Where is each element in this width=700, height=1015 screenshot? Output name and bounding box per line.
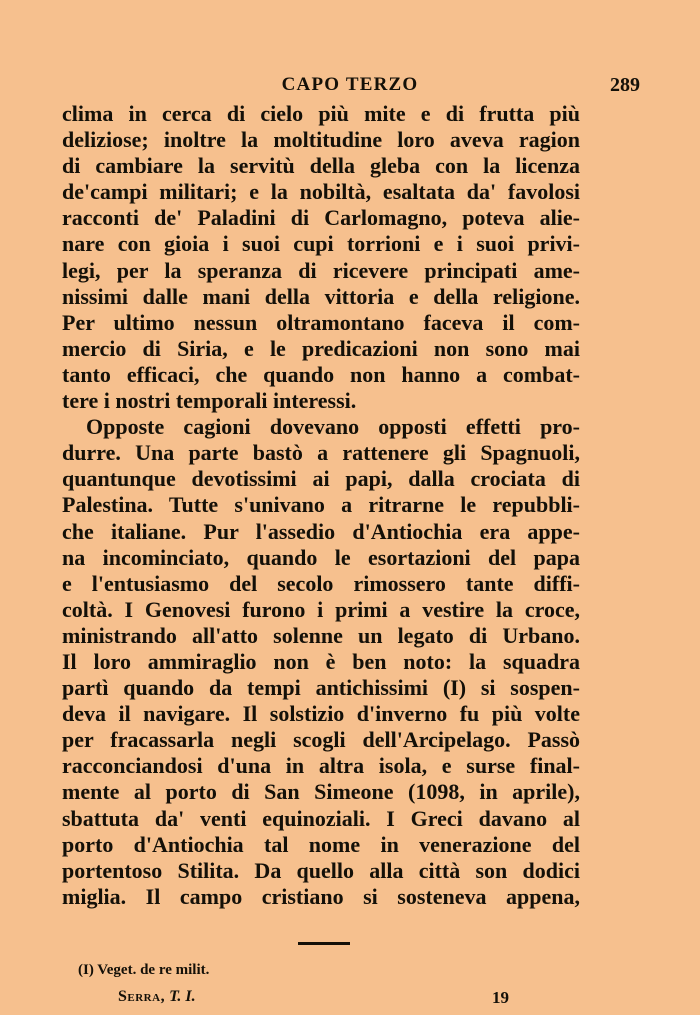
footnote: (I) Veget. de re milit. (78, 962, 210, 978)
page-number: 289 (610, 74, 640, 96)
text-line: sbattuta da' venti equinoziali. I Greci davano al (62, 805, 580, 831)
signature-author: Serra, (118, 988, 166, 1005)
text-line: racconciandosi d'una in altra isola, e surse final- (62, 753, 580, 779)
text-line: deva il navigare. Il solstizio d'inverno fu più volte (62, 701, 580, 727)
text-line: nare con gioia i suoi cupi torrioni e i suoi privi- (62, 231, 580, 257)
text-line: de'campi militari; e la nobiltà, esaltata da' favolosi (62, 179, 580, 205)
body-text (62, 101, 580, 910)
sheet-number: 19 (492, 988, 509, 1007)
text-line: Palestina. Tutte s'univano a ritrarne le repubbli- (62, 492, 580, 518)
text-line: deliziose; inoltre la moltitudine loro aveva ragion (62, 127, 580, 153)
text-line: di cambiare la servitù della gleba con la licenza (62, 153, 580, 179)
text-line: Il loro ammiraglio non è ben noto: la squadra (62, 648, 580, 674)
text-line: nissimi dalle mani della vittoria e della religione. (62, 283, 580, 309)
text-line: racconti de' Paladini di Carlomagno, poteva alie- (62, 205, 580, 231)
text-line: clima in cerca di cielo più mite e di frutta più (62, 101, 580, 126)
text-line: partì quando da tempi antichissimi (I) si sospen- (62, 675, 580, 701)
text-line: na incominciato, quando le esortazioni del papa (62, 544, 580, 570)
text-line: ministrando all'atto solenne un legato di Urbano. (62, 622, 580, 648)
text-line: legi, per la speranza di ricevere principati ame- (62, 257, 580, 283)
text-line: quantunque devotissimi ai papi, dalla crociata di (62, 466, 580, 492)
signature-volume: T. I. (169, 988, 196, 1005)
paragraph-first-line: Opposte cagioni dovevano opposti effetti pro- (86, 414, 580, 440)
text-line: durre. Una parte bastò a rattenere gli Spagnuoli, (62, 440, 580, 466)
paragraph-last-line: tere i nostri temporali interessi. (62, 388, 357, 414)
text-line: Per ultimo nessun oltramontano faceva il com- (62, 309, 580, 335)
text-line: miglia. Il campo cristiano si sosteneva appena, (62, 883, 580, 909)
text-line: porto d'Antiochia tal nome in venerazione del (62, 831, 580, 857)
text-line: che italiane. Pur l'assedio d'Antiochia era appe- (62, 518, 580, 544)
text-line: e l'entusiasmo del secolo rimossero tante diffi- (62, 570, 580, 596)
running-head (60, 74, 640, 102)
text-line: coltà. I Genovesi furono i primi a vestire la croce, (62, 596, 580, 622)
chapter-title: CAPO TERZO (281, 74, 419, 95)
footnote-rule (298, 942, 350, 945)
text-line: per fracassarla negli scogli dell'Arcipelago. Passò (62, 727, 580, 753)
text-line: portentoso Stilita. Da quello alla città son dodici (62, 857, 580, 883)
text-line: mercio di Siria, e le predicazioni non sono mai (62, 335, 580, 361)
printer-signature (118, 988, 196, 1006)
text-line: tanto efficaci, che quando non hanno a combat- (62, 361, 580, 387)
text-line: mente al porto di San Simeone (1098, in aprile), (62, 779, 580, 805)
